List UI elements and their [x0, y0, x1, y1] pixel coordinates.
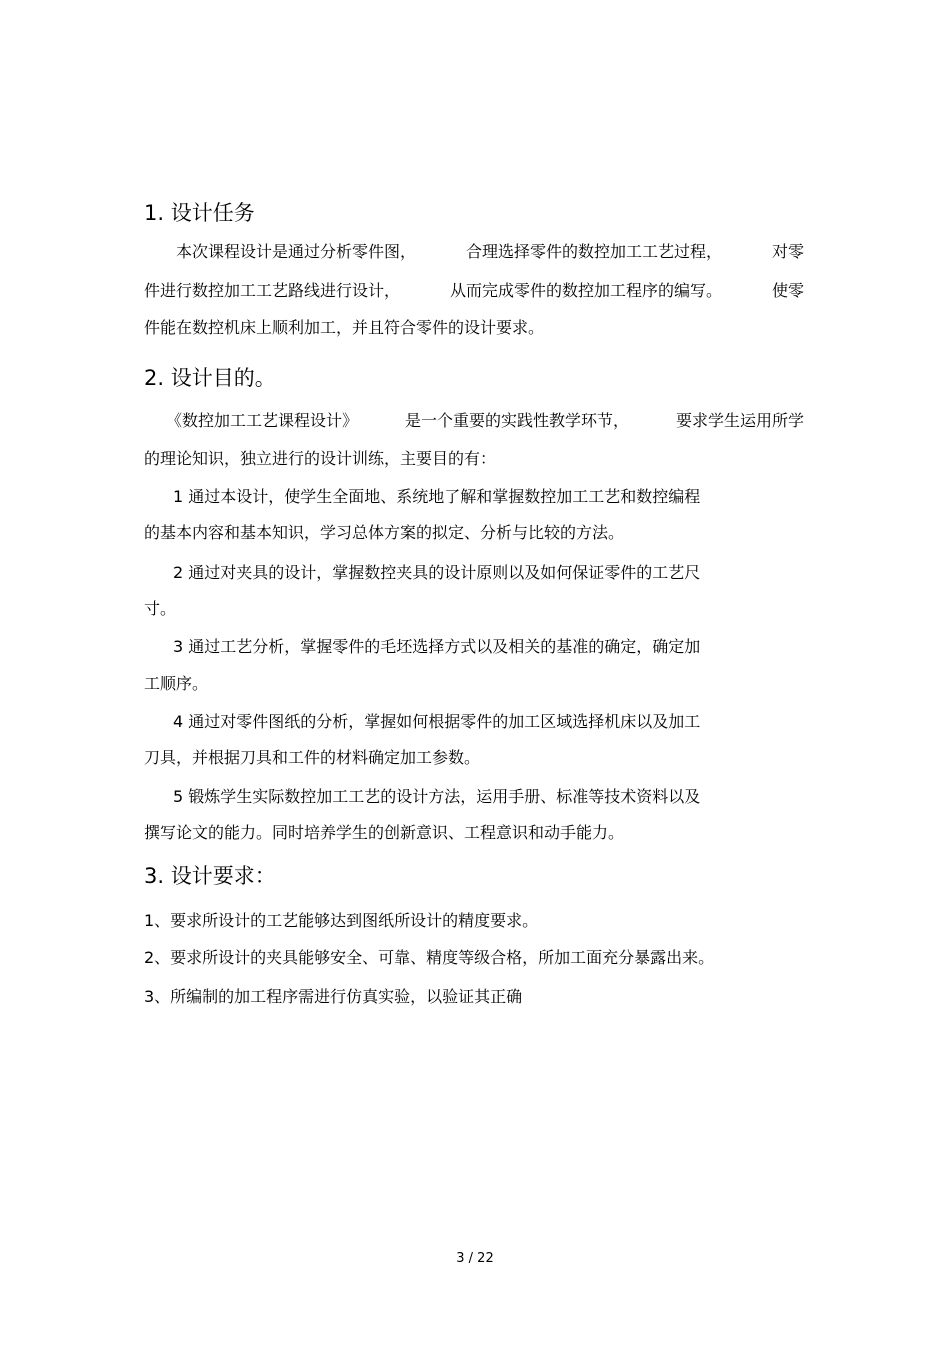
objective-4-line-1: 4 通过对零件图纸的分析，掌握如何根据零件的加工区域选择机床以及加工	[173, 712, 701, 731]
objective-4-line-2: 刀具，并根据刀具和工件的材料确定加工参数。	[144, 748, 481, 767]
section-1-paragraph-line-3: 件能在数控机床上顺利加工，并且符合零件的设计要求。	[144, 318, 545, 337]
objective-2-line-2: 寸。	[144, 599, 177, 618]
objective-1-line-1: 1 通过本设计，使学生全面地、系统地了解和掌握数控加工工艺和数控编程	[173, 487, 701, 506]
section-1-paragraph-line-1	[144, 241, 804, 263]
section-1-heading: 1. 设计任务	[144, 201, 255, 225]
objective-5-line-1: 5 锻炼学生实际数控加工工艺的设计方法，运用手册、标准等技术资料以及	[173, 787, 701, 806]
section-3-heading: 3. 设计要求：	[144, 864, 276, 888]
section-2-intro-line-2: 的理论知识，独立进行的设计训练，主要目的有：	[144, 449, 497, 468]
requirement-1: 1、要求所设计的工艺能够达到图纸所设计的精度要求。	[144, 911, 539, 930]
section-2-intro-line-1	[144, 410, 804, 432]
text-segment: 件进行数控加工工艺路线进行设计，	[144, 281, 401, 300]
text-segment: 合理选择零件的数控加工工艺过程，	[465, 242, 722, 261]
section-1-paragraph-line-2	[144, 280, 804, 302]
text-segment: 从而完成零件的数控加工程序的编写。	[449, 281, 722, 300]
text-segment: 本次课程设计是通过分析零件图，	[176, 242, 417, 261]
requirement-3: 3、所编制的加工程序需进行仿真实验，以验证其正确	[144, 987, 523, 1006]
text-segment: 使零	[771, 281, 804, 300]
text-segment: 要求学生运用所学	[675, 411, 804, 430]
objective-3-line-1: 3 通过工艺分析，掌握零件的毛坯选择方式以及相关的基准的确定，确定加	[173, 637, 701, 656]
page-number: 3 / 22	[456, 1251, 494, 1266]
text-segment: 《数控加工工艺课程设计》	[166, 411, 359, 430]
section-2-heading: 2. 设计目的。	[144, 366, 276, 390]
requirement-2: 2、要求所设计的夹具能够安全、可靠、精度等级合格，所加工面充分暴露出来。	[144, 948, 715, 967]
text-segment: 对零	[771, 242, 804, 261]
text-segment: 是一个重要的实践性教学环节，	[404, 411, 629, 430]
objective-2-line-1: 2 通过对夹具的设计，掌握数控夹具的设计原则以及如何保证零件的工艺尺	[173, 563, 701, 582]
objective-1-line-2: 的基本内容和基本知识，学习总体方案的拟定、分析与比较的方法。	[144, 523, 625, 542]
objective-3-line-2: 工顺序。	[144, 674, 209, 693]
objective-5-line-2: 撰写论文的能力。同时培养学生的创新意识、工程意识和动手能力。	[144, 823, 625, 842]
